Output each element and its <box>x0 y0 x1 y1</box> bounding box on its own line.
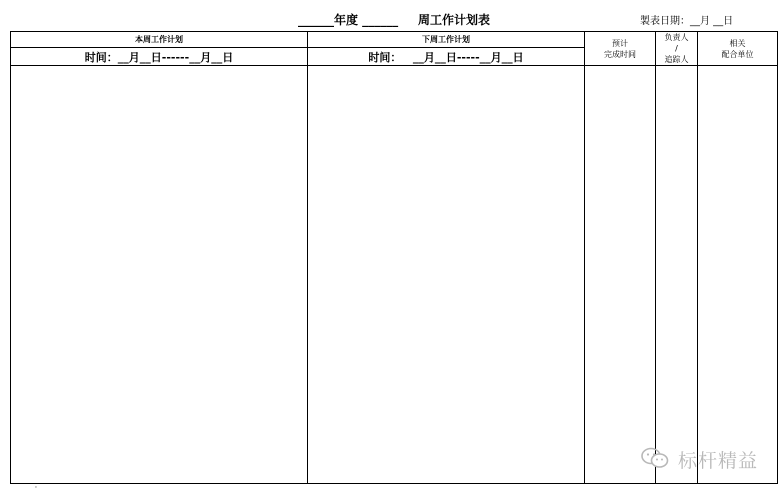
this-week-plan-cell[interactable] <box>11 66 308 484</box>
owner-tracker-cell[interactable] <box>656 66 698 484</box>
page-title: 周工作计划表 <box>418 13 491 27</box>
made-date: 製表日期：__月 __日 <box>640 16 734 27</box>
owner-line2: / <box>675 44 678 53</box>
watermark-text: 标杆精益 <box>678 450 759 472</box>
wechat-icon <box>640 446 670 470</box>
weekly-plan-table <box>10 31 778 484</box>
dept-line1: 相关 <box>729 38 746 48</box>
est-line2: 完成时间 <box>604 49 636 59</box>
owner-line1: 负责人 <box>664 33 689 42</box>
watermark <box>640 444 770 472</box>
related-dept-cell[interactable] <box>698 66 778 484</box>
next-week-range: 时间： __月__日-----__月__日 <box>308 48 585 66</box>
estimated-completion-cell[interactable] <box>585 66 656 484</box>
owner-tracker-header <box>656 32 698 66</box>
est-line1: 预计 <box>612 38 628 48</box>
dept-line2: 配合单位 <box>721 49 754 59</box>
estimated-completion-header <box>585 32 656 66</box>
next-week-plan-cell[interactable] <box>308 66 585 484</box>
year-title: ______年度 ______ <box>298 13 399 27</box>
next-week-title: 下周工作计划 <box>308 32 585 48</box>
title-row <box>0 9 782 29</box>
stray-mark: ' <box>35 485 37 493</box>
related-dept-header <box>698 32 778 66</box>
this-week-range: 时间：__月__日------__月__日 <box>11 48 308 66</box>
this-week-title: 本周工作计划 <box>11 32 308 48</box>
owner-line3: 追踪人 <box>664 55 689 64</box>
